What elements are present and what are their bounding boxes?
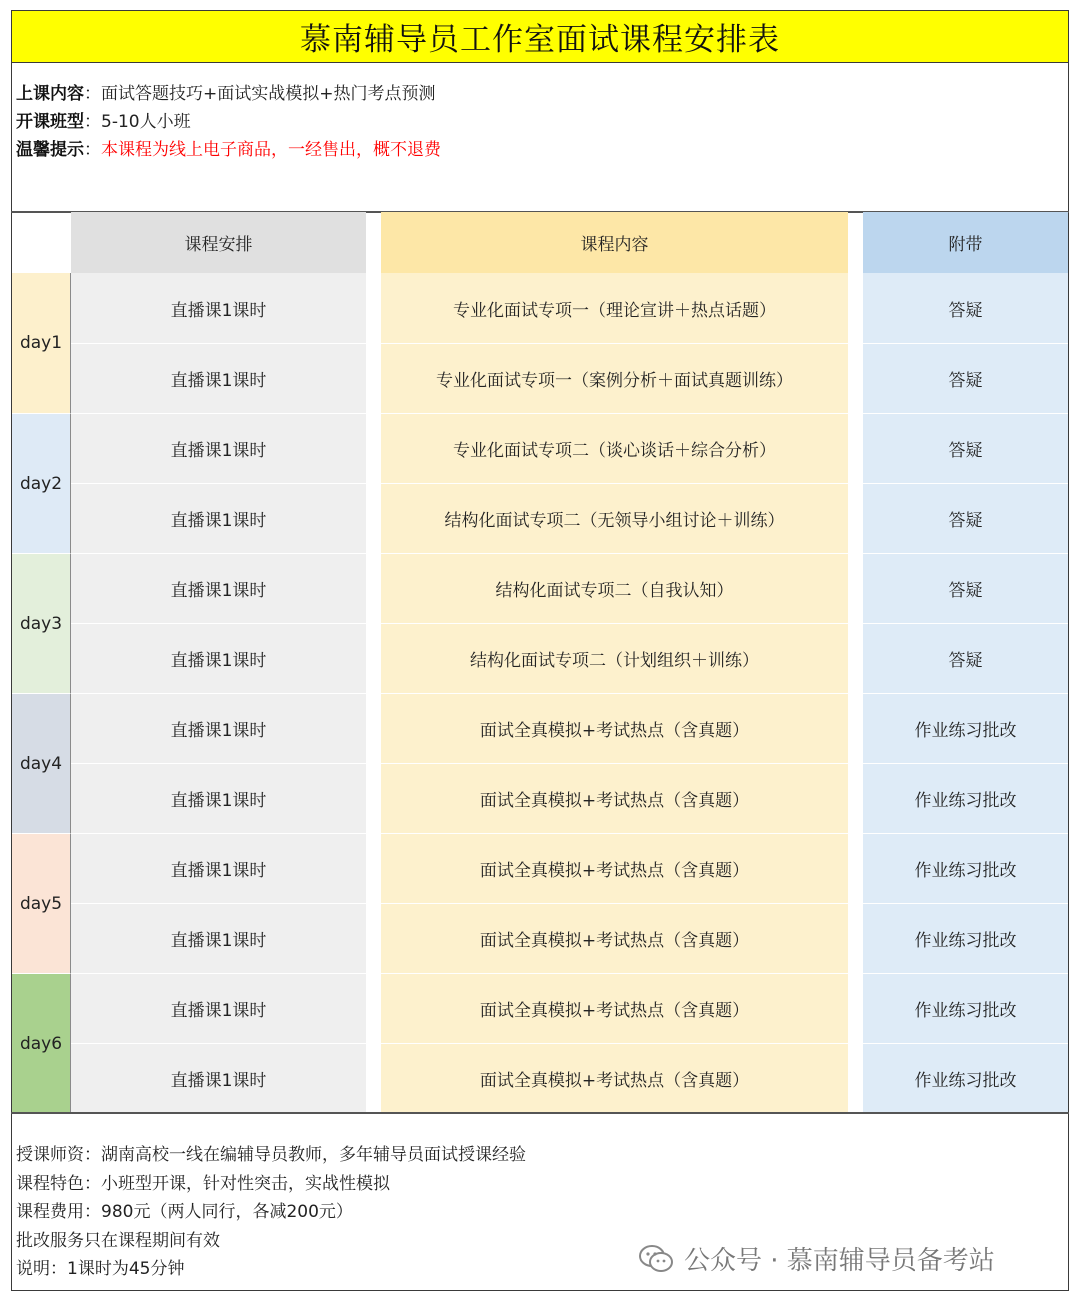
- content-cell: 专业化面试专项二（谈心谈话＋综合分析）: [381, 413, 848, 483]
- extra-cell: 作业练习批改: [863, 763, 1068, 833]
- colon: ：: [84, 140, 101, 160]
- day-label-day6: day6: [12, 973, 71, 1113]
- content-cell: 面试全真模拟+考试热点（含真题）: [381, 833, 848, 903]
- info-row-tip: [16, 136, 441, 164]
- header-schedule: 课程安排: [71, 212, 366, 273]
- content-label: 上课内容: [16, 84, 84, 104]
- schedule-cell: 直播课1课时: [71, 553, 366, 623]
- content-cell: 专业化面试专项一（案例分析＋面试真题训练）: [381, 343, 848, 413]
- extra-cell: 答疑: [863, 483, 1068, 553]
- schedule-cell: 直播课1课时: [71, 903, 366, 973]
- header-content: 课程内容: [381, 212, 848, 273]
- info-row-class: [16, 108, 441, 136]
- content-cell: 结构化面试专项二（自我认知）: [381, 553, 848, 623]
- extra-cell: 作业练习批改: [863, 1043, 1068, 1113]
- feature-note: 课程特色：小班型开课，针对性突击，实战性模拟: [16, 1173, 390, 1194]
- schedule-cell: 直播课1课时: [71, 1043, 366, 1113]
- extra-cell: 作业练习批改: [863, 833, 1068, 903]
- content-cell: 结构化面试专项二（无领导小组讨论＋训练）: [381, 483, 848, 553]
- content-value: 面试答题技巧+面试实战模拟+热门考点预测: [101, 84, 436, 104]
- footer-notes: [16, 1141, 526, 1284]
- content-cell: 面试全真模拟+考试热点（含真题）: [381, 693, 848, 763]
- header-extra: 附带: [863, 212, 1068, 273]
- extra-cell: 答疑: [863, 623, 1068, 693]
- content-cell: 面试全真模拟+考试热点（含真题）: [381, 763, 848, 833]
- class-label: 开课班型: [16, 112, 84, 132]
- day-label-day1: day1: [12, 273, 71, 413]
- colon: ：: [84, 84, 101, 104]
- content-cell: 面试全真模拟+考试热点（含真题）: [381, 903, 848, 973]
- extra-cell: 作业练习批改: [863, 903, 1068, 973]
- title-bar: [11, 10, 1069, 63]
- day-label-day4: day4: [12, 693, 71, 833]
- extra-cell: 作业练习批改: [863, 693, 1068, 763]
- service-note: 批改服务只在课程期间有效: [16, 1230, 220, 1251]
- day-label-day5: day5: [12, 833, 71, 973]
- content-cell: 专业化面试专项一（理论宣讲＋热点话题）: [381, 273, 848, 343]
- schedule-cell: 直播课1课时: [71, 343, 366, 413]
- watermark: [638, 1240, 995, 1277]
- extra-cell: 答疑: [863, 413, 1068, 483]
- page-title: 慕南辅导员工作室面试课程安排表: [300, 22, 780, 58]
- schedule-cell: 直播课1课时: [71, 413, 366, 483]
- content-cell: 面试全真模拟+考试热点（含真题）: [381, 1043, 848, 1113]
- watermark-text: 公众号 · 慕南辅导员备考站: [684, 1246, 995, 1276]
- schedule-cell: 直播课1课时: [71, 693, 366, 763]
- schedule-cell: 直播课1课时: [71, 623, 366, 693]
- content-cell: 结构化面试专项二（计划组织＋训练）: [381, 623, 848, 693]
- schedule-cell: 直播课1课时: [71, 973, 366, 1043]
- schedule-cell: 直播课1课时: [71, 763, 366, 833]
- info-row-content: [16, 80, 441, 108]
- wechat-icon: [638, 1244, 674, 1274]
- tip-label: 温馨提示: [16, 140, 84, 160]
- schedule-cell: 直播课1课时: [71, 273, 366, 343]
- extra-cell: 作业练习批改: [863, 973, 1068, 1043]
- schedule-table: [12, 212, 1068, 1114]
- table-bottom-rule: [11, 1112, 1069, 1114]
- extra-cell: 答疑: [863, 553, 1068, 623]
- tip-value: 本课程为线上电子商品，一经售出，概不退费: [101, 140, 441, 160]
- extra-cell: 答疑: [863, 343, 1068, 413]
- course-info: [16, 80, 441, 164]
- colon: ：: [84, 112, 101, 132]
- day-label-day3: day3: [12, 553, 71, 693]
- schedule-cell: 直播课1课时: [71, 833, 366, 903]
- schedule-cell: 直播课1课时: [71, 483, 366, 553]
- lesson-note: 说明：1课时为45分钟: [16, 1259, 185, 1279]
- content-cell: 面试全真模拟+考试热点（含真题）: [381, 973, 848, 1043]
- extra-cell: 答疑: [863, 273, 1068, 343]
- fee-note: 课程费用：980元（两人同行，各减200元）: [16, 1202, 353, 1222]
- teacher-note: 授课师资：湖南高校一线在编辅导员教师，多年辅导员面试授课经验: [16, 1145, 526, 1165]
- class-value: 5-10人小班: [101, 112, 191, 132]
- day-label-day2: day2: [12, 413, 71, 553]
